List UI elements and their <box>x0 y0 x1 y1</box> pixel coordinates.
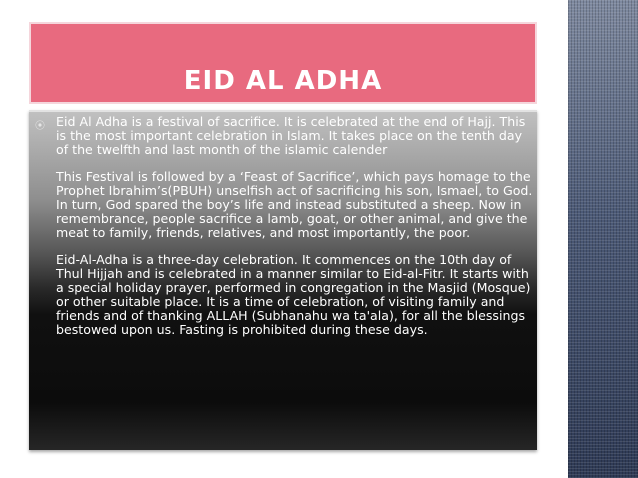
paragraph-intro: Eid Al Adha is a festival of sacrifice. It is celebrated at the end of Hajj. This is the most important celebration in Islam. It takes place on the tenth day of the twelfth and last month of the islamic calender <box>56 114 526 157</box>
body-text <box>56 115 534 350</box>
bullet-icon: ⦿ <box>35 121 45 132</box>
decorative-sidebar <box>568 0 638 478</box>
content-panel <box>29 110 537 450</box>
title-banner <box>29 22 537 104</box>
slide-title: EID AL ADHA <box>183 66 383 96</box>
paragraph-feast: This Festival is followed by a ‘Feast of Sacrifice’, which pays homage to the Prophet Ibrahim’s(PBUH) unselfish act of sacrificing his son, Ismael, to God. In turn, God spared the boy’s life and instead substituted a sheep. Now in remembrance, people sacrifice a lamb, goat, or other animal, and give the meat to family, friends, relatives, and most importantly, the poor. <box>56 169 533 240</box>
paragraph-celebration: Eid-Al-Adha is a three-day celebration. It commences on the 10th day of Thul Hijjah and is celebrated in a manner similar to Eid-al-Fitr. It starts with a special holiday prayer, performed in congregation in the Masjid (Mosque) or other suitable place. It is a time of celebration, of visiting family and friends and of thanking ALLAH (Subhanahu wa ta'ala), for all the blessings bestowed upon us. Fasting is prohibited during these days. <box>56 252 531 337</box>
